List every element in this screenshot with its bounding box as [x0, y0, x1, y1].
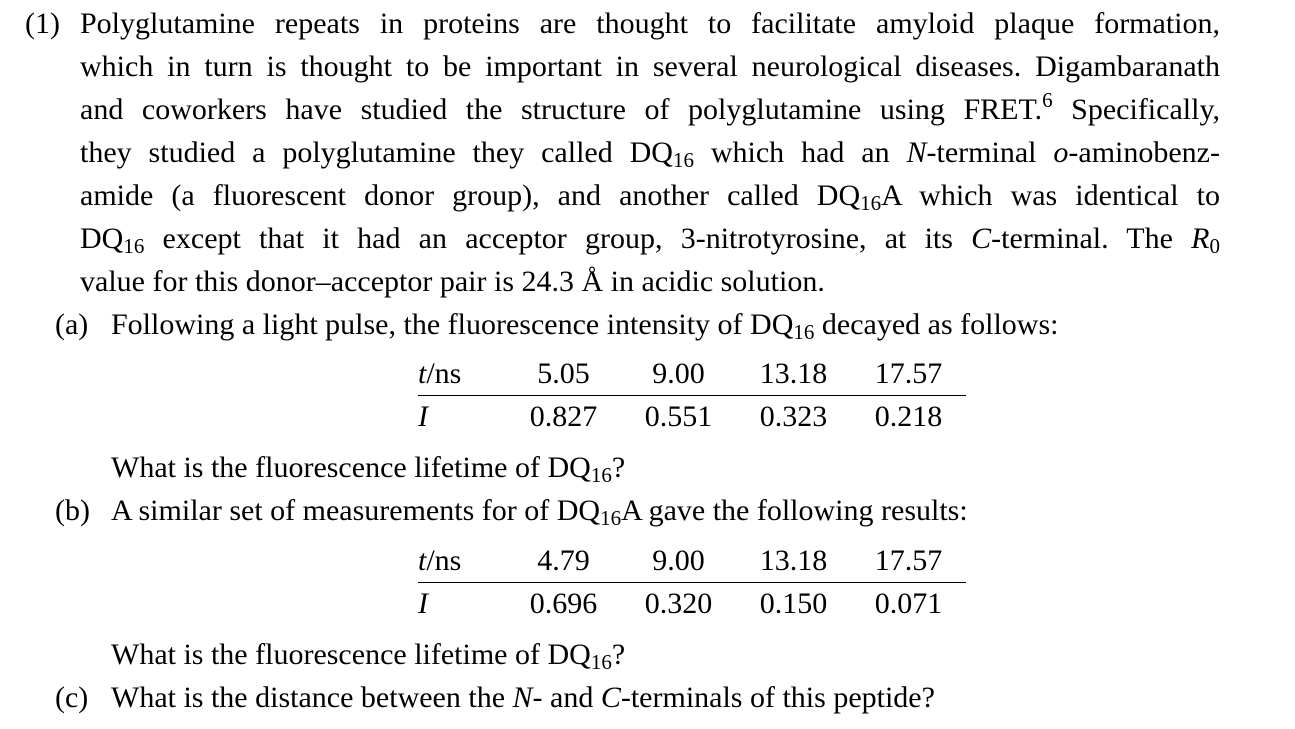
intro-text-3-tail: Specifically,	[1052, 93, 1220, 126]
intro-text-6: DQ	[80, 222, 124, 255]
table-row-i	[418, 396, 966, 439]
part-b-text: A similar set of measurements for of DQ	[111, 494, 601, 527]
intro-line-1	[80, 2, 1220, 45]
i-header	[418, 396, 506, 439]
part-b-table	[418, 540, 966, 625]
table-cell: 0.150	[759, 587, 828, 620]
subscript-16: 16	[672, 148, 694, 172]
i-symbol: I	[418, 587, 428, 620]
table-cell: 5.05	[506, 353, 621, 396]
table-cell: 0.218	[874, 400, 943, 433]
table-cell: 0.320	[644, 587, 713, 620]
r0-symbol: R	[1191, 222, 1210, 255]
part-b-question	[111, 633, 625, 676]
table-cell: 17.57	[851, 353, 966, 396]
table-row-t	[418, 540, 966, 583]
table-cell: 13.18	[736, 540, 851, 583]
part-a-question	[111, 446, 625, 489]
i-symbol: I	[418, 400, 428, 433]
part-b-question-text: What is the fluorescence lifetime of DQ	[111, 638, 591, 671]
table-row-t	[418, 353, 966, 396]
o-symbol: o	[1053, 136, 1069, 169]
part-a-text: Following a light pulse, the fluorescence intensity of DQ	[111, 308, 794, 341]
intro-line-2	[80, 45, 1220, 88]
problem-number: (1)	[25, 7, 60, 40]
intro-line-7	[80, 260, 1220, 303]
subscript-16: 16	[123, 234, 145, 258]
subscript-16: 16	[793, 320, 815, 344]
intro-text-4-terminal: -terminal	[926, 136, 1054, 169]
t-unit: /ns	[426, 544, 462, 577]
t-header	[418, 353, 506, 396]
part-b-tail: A gave the following results:	[621, 494, 968, 527]
subscript-16: 16	[600, 506, 622, 530]
part-a	[55, 303, 1058, 346]
part-c	[55, 676, 935, 719]
part-c-label: (c)	[55, 681, 89, 714]
n-symbol: N	[512, 681, 533, 714]
part-a-tail: decayed as follows:	[814, 308, 1059, 341]
intro-text-5-tail: A which was identical to	[881, 179, 1220, 212]
c-symbol: C	[971, 222, 992, 255]
n-symbol: N	[906, 136, 927, 169]
table-cell: 0.827	[529, 400, 598, 433]
part-c-end: -terminals of this peptide?	[620, 681, 935, 714]
intro-text-4-end: -aminobenz-	[1068, 136, 1220, 169]
intro-text-4: they studied a polyglutamine they called DQ	[80, 136, 673, 169]
intro-text-4-tail: which had an	[693, 136, 907, 169]
intro-text-5: amide (a fluorescent donor group), and another called DQ	[80, 179, 861, 212]
t-header	[418, 540, 506, 583]
intro-line-6	[80, 217, 1220, 260]
subscript-16: 16	[590, 463, 612, 487]
table-cell: 9.00	[621, 353, 736, 396]
intro-text-3: and coworkers have studied the structure of polyglutamine using FRET.	[80, 93, 1043, 126]
c-symbol: C	[600, 681, 621, 714]
part-c-text: What is the distance between the	[111, 681, 513, 714]
intro-line-5	[80, 174, 1220, 217]
part-b	[55, 489, 968, 532]
r0-subscript: 0	[1209, 234, 1220, 258]
footnote-marker: 6	[1042, 88, 1053, 112]
table-cell: 13.18	[736, 353, 851, 396]
intro-text-6-tail: -terminal. The	[991, 222, 1192, 255]
part-a-table	[418, 353, 966, 438]
question-mark: ?	[611, 638, 626, 671]
subscript-16: 16	[860, 191, 882, 215]
table-cell: 0.071	[874, 587, 943, 620]
intro-line-3	[80, 88, 1220, 131]
intro-text-2: which in turn is thought to be important in several neurological diseases. Digambaranath	[80, 50, 1220, 83]
intro-line-4	[80, 131, 1220, 174]
table-cell: 4.79	[506, 540, 621, 583]
t-symbol: t	[418, 357, 427, 390]
question-mark: ?	[611, 451, 626, 484]
part-a-label: (a)	[55, 308, 89, 341]
table-row-i	[418, 583, 966, 626]
part-a-question-text: What is the fluorescence lifetime of DQ	[111, 451, 591, 484]
table-cell: 17.57	[851, 540, 966, 583]
table-cell: 9.00	[621, 540, 736, 583]
table-cell: 0.551	[644, 400, 713, 433]
intro-text-6-mid: except that it had an acceptor group, 3-nitrotyrosine, at its	[144, 222, 972, 255]
part-b-label: (b)	[55, 494, 90, 527]
table-cell: 0.323	[759, 400, 828, 433]
part-c-mid: - and	[532, 681, 601, 714]
intro-text-1: Polyglutamine repeats in proteins are thought to facilitate amyloid plaque formation,	[80, 7, 1220, 40]
table-cell: 0.696	[529, 587, 598, 620]
i-header	[418, 583, 506, 626]
subscript-16: 16	[590, 650, 612, 674]
t-symbol: t	[418, 544, 427, 577]
intro-text-7: value for this donor–acceptor pair is 24.3 Å in acidic solution.	[80, 265, 825, 298]
problem-intro	[80, 2, 1220, 303]
t-unit: /ns	[426, 357, 462, 390]
